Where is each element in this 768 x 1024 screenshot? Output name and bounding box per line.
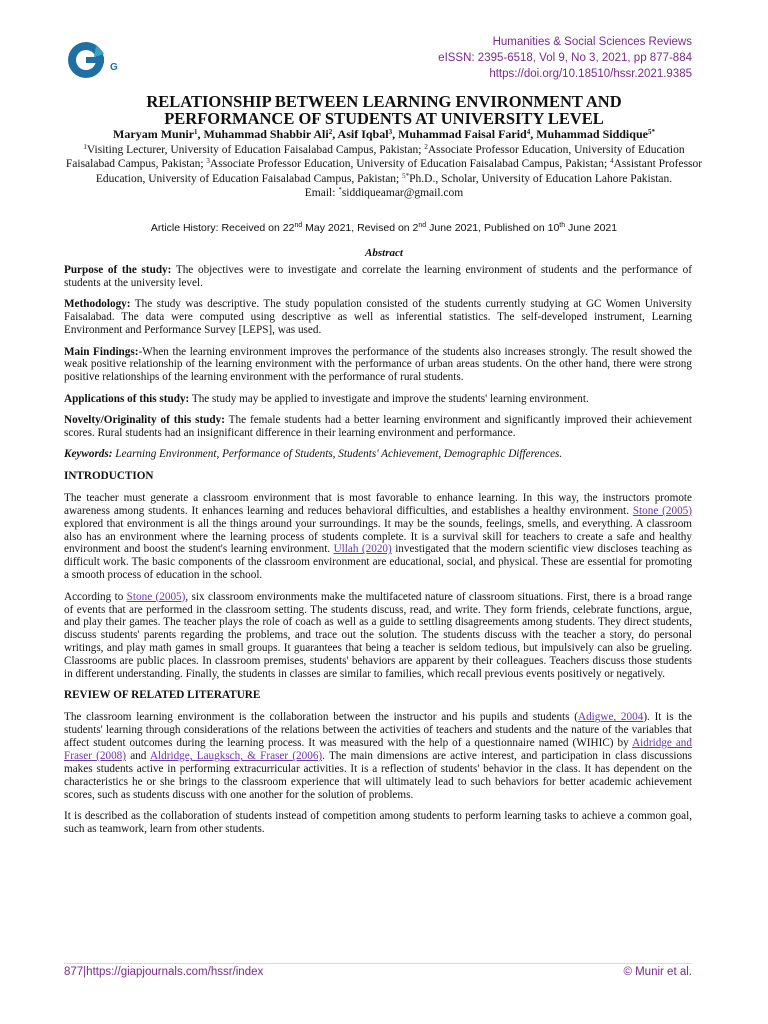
citation-link[interactable]: Adigwe, 2004 bbox=[577, 711, 644, 724]
issn-line: eISSN: 2395-6518, Vol 9, No 3, 2021, pp 877-884 bbox=[438, 52, 692, 64]
review-paragraph: The classroom learning environment is the collaboration between the instructor and his pupils and students (Adigwe, 2004). It is the students' learning through considerations of the relations between the activities of teachers and students and the nature of the variables that affect student outcomes during the learning process. It was measured with the help of a questionnaire named (WIHIC) by Aidridge and Fraser (2008) and Aldridge, Laugksch, & Fraser (2006). The main dimensions are active interest, and participation in class discussions makes students active in performing extracurricular activities. It is a reflection of students' behavior in the class. It has dependent on the characteristics he or she brings to the classroom experience that will ultimately lead to such behaviors for better academic achievement scores, such as students discuss with one another for the solution of problems. bbox=[64, 711, 692, 801]
doi-link[interactable]: https://doi.org/10.18510/hssr.2021.9385 bbox=[489, 68, 692, 80]
citation-link[interactable]: Stone (2005) bbox=[126, 590, 186, 603]
affiliation: Associate Professor Education, University of Education Faisalabad Campus, Pakistan; bbox=[209, 158, 611, 171]
introduction-paragraph: The teacher must generate a classroom environment that is most favorable to enhance learning. In this way, the instructors promote awareness among students. It enhances learning and reduces behavioral difficulties, and establishes a healthy environment. Stone (2005) explored that environment is all the things around your surroundings. It may be the sounds, feelings, smells, and everything. A classroom also has an environment where the learning process of students complete. It is a survival skill for teachers to create a safe and healthy environment and boost the student's learning environment. Ullah (2020) investigated that the modern scientific view discloses teaching as difficult work. The basic components of the classroom environment are educational, social, and physical. These are essential for promoting a smooth process of education in the school. bbox=[64, 491, 692, 582]
title-line-1: RELATIONSHIP BETWEEN LEARNING ENVIRONMENT AND bbox=[146, 92, 622, 111]
footer-divider bbox=[64, 963, 692, 964]
footer-page-url[interactable]: 877|https://giapjournals.com/hssr/index bbox=[64, 966, 264, 978]
keywords: Keywords: Learning Environment, Performance of Students, Students' Achievement, Demographic Differences. bbox=[64, 448, 563, 461]
citation-link[interactable]: Aidridge and Fraser (2008) bbox=[64, 737, 692, 763]
author: Muhammad Faisal Farid$^4$, bbox=[398, 127, 537, 141]
author: Asif Iqbal$^3$, bbox=[337, 127, 399, 141]
affiliations: $^1$Visiting Lecturer, University of Education Faisalabad Campus, Pakistan; $^2$Associate Professor Education, University of Education Faisalabad Campus, Pakistan; $^3$Associate Professor Education, University of Education Faisalabad Campus, Pakistan; $^4$Assistant Professor Education, University of Education Faisalabad Campus, Pakistan; $^{5*}$Ph.D., Scholar, University of Education Lahore Pakistan. Email: *siddiqueamar@gmail.com bbox=[65, 143, 703, 200]
introduction-heading: INTRODUCTION bbox=[64, 469, 154, 482]
paper-title bbox=[64, 93, 704, 127]
affiliation: Assistant Professor Education, University of Education Faisalabad Campus, Pakistan; bbox=[95, 158, 703, 185]
affiliation: Visiting Lecturer, University of Education Faisalabad Campus, Pakistan; bbox=[86, 144, 425, 156]
citation-link[interactable]: Ullah (2020) bbox=[333, 543, 392, 556]
affiliation: Ph.D., Scholar, University of Education Lahore Pakistan. bbox=[409, 172, 673, 185]
email-label: Email: bbox=[304, 187, 339, 200]
journal-header bbox=[438, 34, 692, 82]
title-line-2: PERFORMANCE OF STUDENTS AT UNIVERSITY LEVEL bbox=[164, 109, 604, 128]
introduction-paragraph: According to Stone (2005), six classroom environments make the multifaceted nature of classroom situations. First, there is a broad range of events that are performed in the classroom setting. The students discuss, read, and write. They form friends, celebrate functions, argue, and play their games. The teacher plays the role of coach as well as a guide to settling disagreements among students. They direct students, discuss students' parents regarding the problems, and trace out the solution. The students discuss with the teacher a story, do personal writings, and play math games in small groups. It guarantees that being a teacher is seldom tedious, but impulsively can also be grueling. Classrooms are public places. In classroom premises, students' behaviors are apparent by their colleagues. Teachers discuss those students in different understanding. Finally, the students in classes are similar to families, which recall previous events positively or negatively. bbox=[64, 590, 692, 681]
citation-link[interactable]: Stone (2005) bbox=[632, 504, 692, 517]
citation-link[interactable]: Aldridge, Laugksch, & Fraser (2006) bbox=[149, 750, 323, 763]
logo-letter: G bbox=[110, 62, 118, 73]
review-paragraph: It is described as the collaboration of students instead of competition among students to perform learning tasks to achieve a common goal, such as teamwork, learn from other students. bbox=[64, 810, 692, 836]
abstract-methodology: Methodology: The study was descriptive. The study population consisted of the students currently studying at GC Women University Faisalabad. The data were computed using descriptive as well as inferential statistics. The self-developed instrument, Learning Environment and Performance Survey [LEPS], was used. bbox=[64, 298, 692, 337]
email-link[interactable]: siddiqueamar@gmail.com bbox=[341, 187, 464, 200]
abstract-novelty: Novelty/Originality of this study: The female students had a better learning environment and significantly improved their achievement scores. Rural students had an insignificant difference in their learning environment and performance. bbox=[64, 414, 692, 440]
abstract-purpose: Purpose of the study: The objectives were to investigate and correlate the learning environment of students and the performance of students at the university level. bbox=[64, 264, 693, 289]
author-list bbox=[64, 127, 704, 141]
affiliation: Associate Professor Education, University of Education Faisalabad Campus, Pakistan; bbox=[65, 144, 685, 171]
abstract-heading: Abstract bbox=[365, 247, 403, 259]
journal-logo bbox=[66, 40, 118, 80]
author: Maryam Munir$^1$, bbox=[113, 127, 204, 141]
author: Muhammad Siddique$^{5*}$ bbox=[536, 127, 655, 141]
abstract-applications: Applications of this study: The study may be applied to investigate and improve the students' learning environment. bbox=[64, 392, 589, 405]
footer-copyright: © Munir et al. bbox=[623, 966, 692, 978]
author: Muhammad Shabbir Ali$^2$, bbox=[203, 127, 338, 141]
abstract-findings: Main Findings:-When the learning environment improves the performance of the students also increases strongly. The result showed the weak positive relationship of the learning environment with the performance of urban areas students. On the other hand, there were strong positive relationships of the learning environment with the performance of rural students. bbox=[64, 345, 692, 384]
review-heading: REVIEW OF RELATED LITERATURE bbox=[64, 689, 261, 702]
paper-body bbox=[64, 264, 692, 845]
article-history: Article History: Received on 22nd May 2021, Revised on 2nd June 2021, Published on 10th June 2021 bbox=[150, 222, 618, 234]
journal-name: Humanities & Social Sciences Reviews bbox=[492, 36, 692, 48]
